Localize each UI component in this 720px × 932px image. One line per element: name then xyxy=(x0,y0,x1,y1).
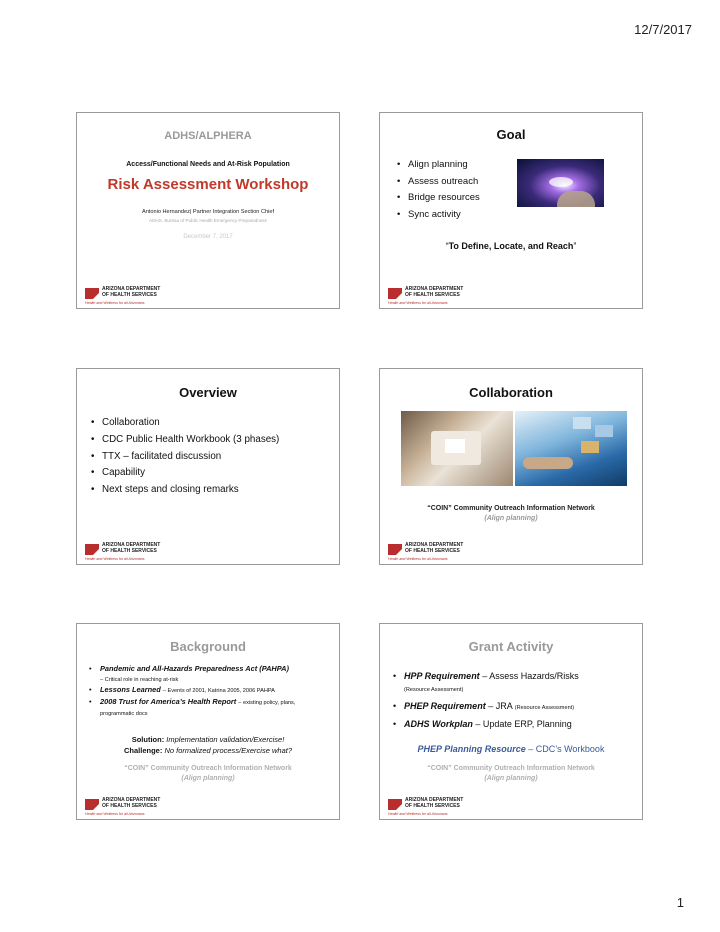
list-item: • Next steps and closing remarks xyxy=(91,482,279,499)
coin-subtitle: (Align planning) xyxy=(181,775,235,782)
challenge-text: No formalized process/Exercise what? xyxy=(164,746,292,755)
bureau: ADHS, Bureau of Public Health Emergency Preparedness xyxy=(149,218,267,223)
hpp-text: – Assess Hazards/Risks xyxy=(482,671,579,681)
list-item xyxy=(393,700,636,714)
slide-title: Overview xyxy=(179,385,237,400)
quote-open: “ xyxy=(445,241,449,251)
logo-line-2: OF HEALTH SERVICES xyxy=(405,547,460,554)
page-number: 1 xyxy=(676,895,684,910)
logo-line-2: OF HEALTH SERVICES xyxy=(102,291,157,298)
photo-hand xyxy=(523,457,573,469)
presenter: Antonio Hernandez| Partner Integration Section Chief xyxy=(141,209,275,215)
slide-title: Collaboration xyxy=(469,385,553,400)
slide-6-grant-activity xyxy=(379,623,643,820)
adhs-logo xyxy=(388,798,463,816)
lessons-text: – Events of 2001, Katrina 2005, 2006 PAHPA xyxy=(162,688,275,695)
list-item xyxy=(393,670,636,696)
slide-4-collaboration xyxy=(379,368,643,565)
logo-line-1: ARIZONA DEPARTMENT xyxy=(102,286,161,292)
coin-subtitle: (Align planning) xyxy=(484,515,538,522)
solution-text: Implementation validation/Exercise! xyxy=(166,735,285,744)
list-item xyxy=(89,664,331,685)
phep-label: PHEP Requirement xyxy=(404,701,486,711)
hpp-note: (Resource Assessment) xyxy=(404,687,464,693)
list-item xyxy=(393,718,636,730)
photo-paper xyxy=(445,439,465,453)
coin-caption: “COIN” Community Outreach Information Network xyxy=(427,765,595,772)
trust-label: 2008 Trust for America’s Health Report xyxy=(100,696,237,706)
adhs-logo xyxy=(85,287,160,305)
list-item: • Bridge resources xyxy=(397,190,480,207)
goal-list xyxy=(397,157,480,223)
resource-text: – CDC’s Workbook xyxy=(528,744,605,754)
slide-title: Grant Activity xyxy=(468,639,554,654)
logo-line-2: OF HEALTH SERVICES xyxy=(102,802,157,809)
logo-line-2: OF HEALTH SERVICES xyxy=(405,802,460,809)
list-item: • Capability xyxy=(91,465,279,482)
adhs-logo-mark xyxy=(85,288,99,299)
photo-tile xyxy=(581,441,599,453)
challenge-label: Challenge: xyxy=(124,746,163,755)
slide-title: Goal xyxy=(496,127,526,142)
slide-title: Background xyxy=(170,639,246,654)
logo-tagline: Health and Wellness for all Arizonans xyxy=(85,557,145,561)
resource-label: PHEP Planning Resource xyxy=(417,744,526,754)
lessons-label: Lessons Learned xyxy=(100,685,161,695)
logo-line-1: ARIZONA DEPARTMENT xyxy=(102,797,161,803)
workshop-subtitle: Access/Functional Needs and At-Risk Population xyxy=(126,161,290,168)
logo-line-2: OF HEALTH SERVICES xyxy=(405,291,460,298)
hpp-label: HPP Requirement xyxy=(404,671,480,681)
list-item: • Sync activity xyxy=(397,207,480,224)
phep-text: – JRA xyxy=(488,701,513,711)
phep-note: (Resource Assessment) xyxy=(514,705,575,711)
adhs-logo-mark xyxy=(85,544,99,555)
adhs-logo-mark xyxy=(388,799,402,810)
background-list xyxy=(89,664,331,720)
solution-line xyxy=(77,735,339,744)
coin-caption: “COIN” Community Outreach Information Network xyxy=(427,505,595,512)
workplan-label: ADHS Workplan xyxy=(404,719,473,729)
adhs-logo xyxy=(85,543,160,561)
slide-2-goal xyxy=(379,112,643,309)
adhs-logo-mark xyxy=(388,544,402,555)
logo-line-1: ARIZONA DEPARTMENT xyxy=(405,797,464,803)
quote-text: To Define, Locate, and Reach xyxy=(448,241,574,251)
logo-tagline: Health and Wellness for all Arizonans xyxy=(388,301,448,305)
list-item: • Assess outreach xyxy=(397,174,480,191)
workshop-title: Risk Assessment Workshop xyxy=(107,176,309,193)
quote-close: ” xyxy=(573,241,577,251)
image-hand xyxy=(557,191,595,207)
list-item xyxy=(89,685,331,697)
network-image xyxy=(517,159,604,207)
logo-tagline: Health and Wellness for all Arizonans xyxy=(388,812,448,816)
logo-line-1: ARIZONA DEPARTMENT xyxy=(405,286,464,292)
planning-resource xyxy=(380,744,642,754)
logo-line-1: ARIZONA DEPARTMENT xyxy=(102,542,161,548)
image-glow xyxy=(549,177,573,187)
adhs-logo-mark xyxy=(388,288,402,299)
list-item: • CDC Public Health Workbook (3 phases) xyxy=(91,432,279,449)
challenge-line xyxy=(77,746,339,755)
list-item: • TTX – facilitated discussion xyxy=(91,449,279,466)
org-name: ADHS/ALPHERA xyxy=(164,130,252,142)
meeting-photo xyxy=(401,411,513,486)
adhs-logo-mark xyxy=(85,799,99,810)
print-date: 12/7/2017 xyxy=(634,22,692,37)
adhs-logo xyxy=(85,798,160,816)
coin-caption: “COIN” Community Outreach Information Network xyxy=(124,765,292,772)
slide-1-title xyxy=(76,112,340,309)
logo-line-1: ARIZONA DEPARTMENT xyxy=(405,542,464,548)
photo-tile xyxy=(573,417,591,429)
photo-tile xyxy=(595,425,613,437)
media-wall-photo xyxy=(515,411,627,486)
grant-list xyxy=(393,670,636,730)
list-item: • Collaboration xyxy=(91,415,279,432)
list-item: • Align planning xyxy=(397,157,480,174)
adhs-logo xyxy=(388,287,463,305)
list-item xyxy=(89,697,331,720)
pahpa-note: – Critical role in reaching at-risk xyxy=(100,676,179,683)
workplan-text: – Update ERP, Planning xyxy=(475,719,572,729)
adhs-logo xyxy=(388,543,463,561)
trust-text: – existing policy, plans, programmatic docs xyxy=(100,699,296,718)
presentation-date: December 7, 2017 xyxy=(183,234,233,240)
slide-3-overview xyxy=(76,368,340,565)
overview-list xyxy=(91,415,279,499)
solution-label: Solution: xyxy=(131,735,165,744)
slide-5-background xyxy=(76,623,340,820)
logo-tagline: Health and Wellness for all Arizonans xyxy=(85,301,145,305)
pahpa-label: Pandemic and All-Hazards Preparedness Act (PAHPA) xyxy=(100,664,289,673)
logo-tagline: Health and Wellness for all Arizonans xyxy=(388,557,448,561)
logo-line-2: OF HEALTH SERVICES xyxy=(102,547,157,554)
logo-tagline: Health and Wellness for all Arizonans xyxy=(85,812,145,816)
coin-subtitle: (Align planning) xyxy=(484,775,538,782)
goal-quote xyxy=(380,241,642,251)
